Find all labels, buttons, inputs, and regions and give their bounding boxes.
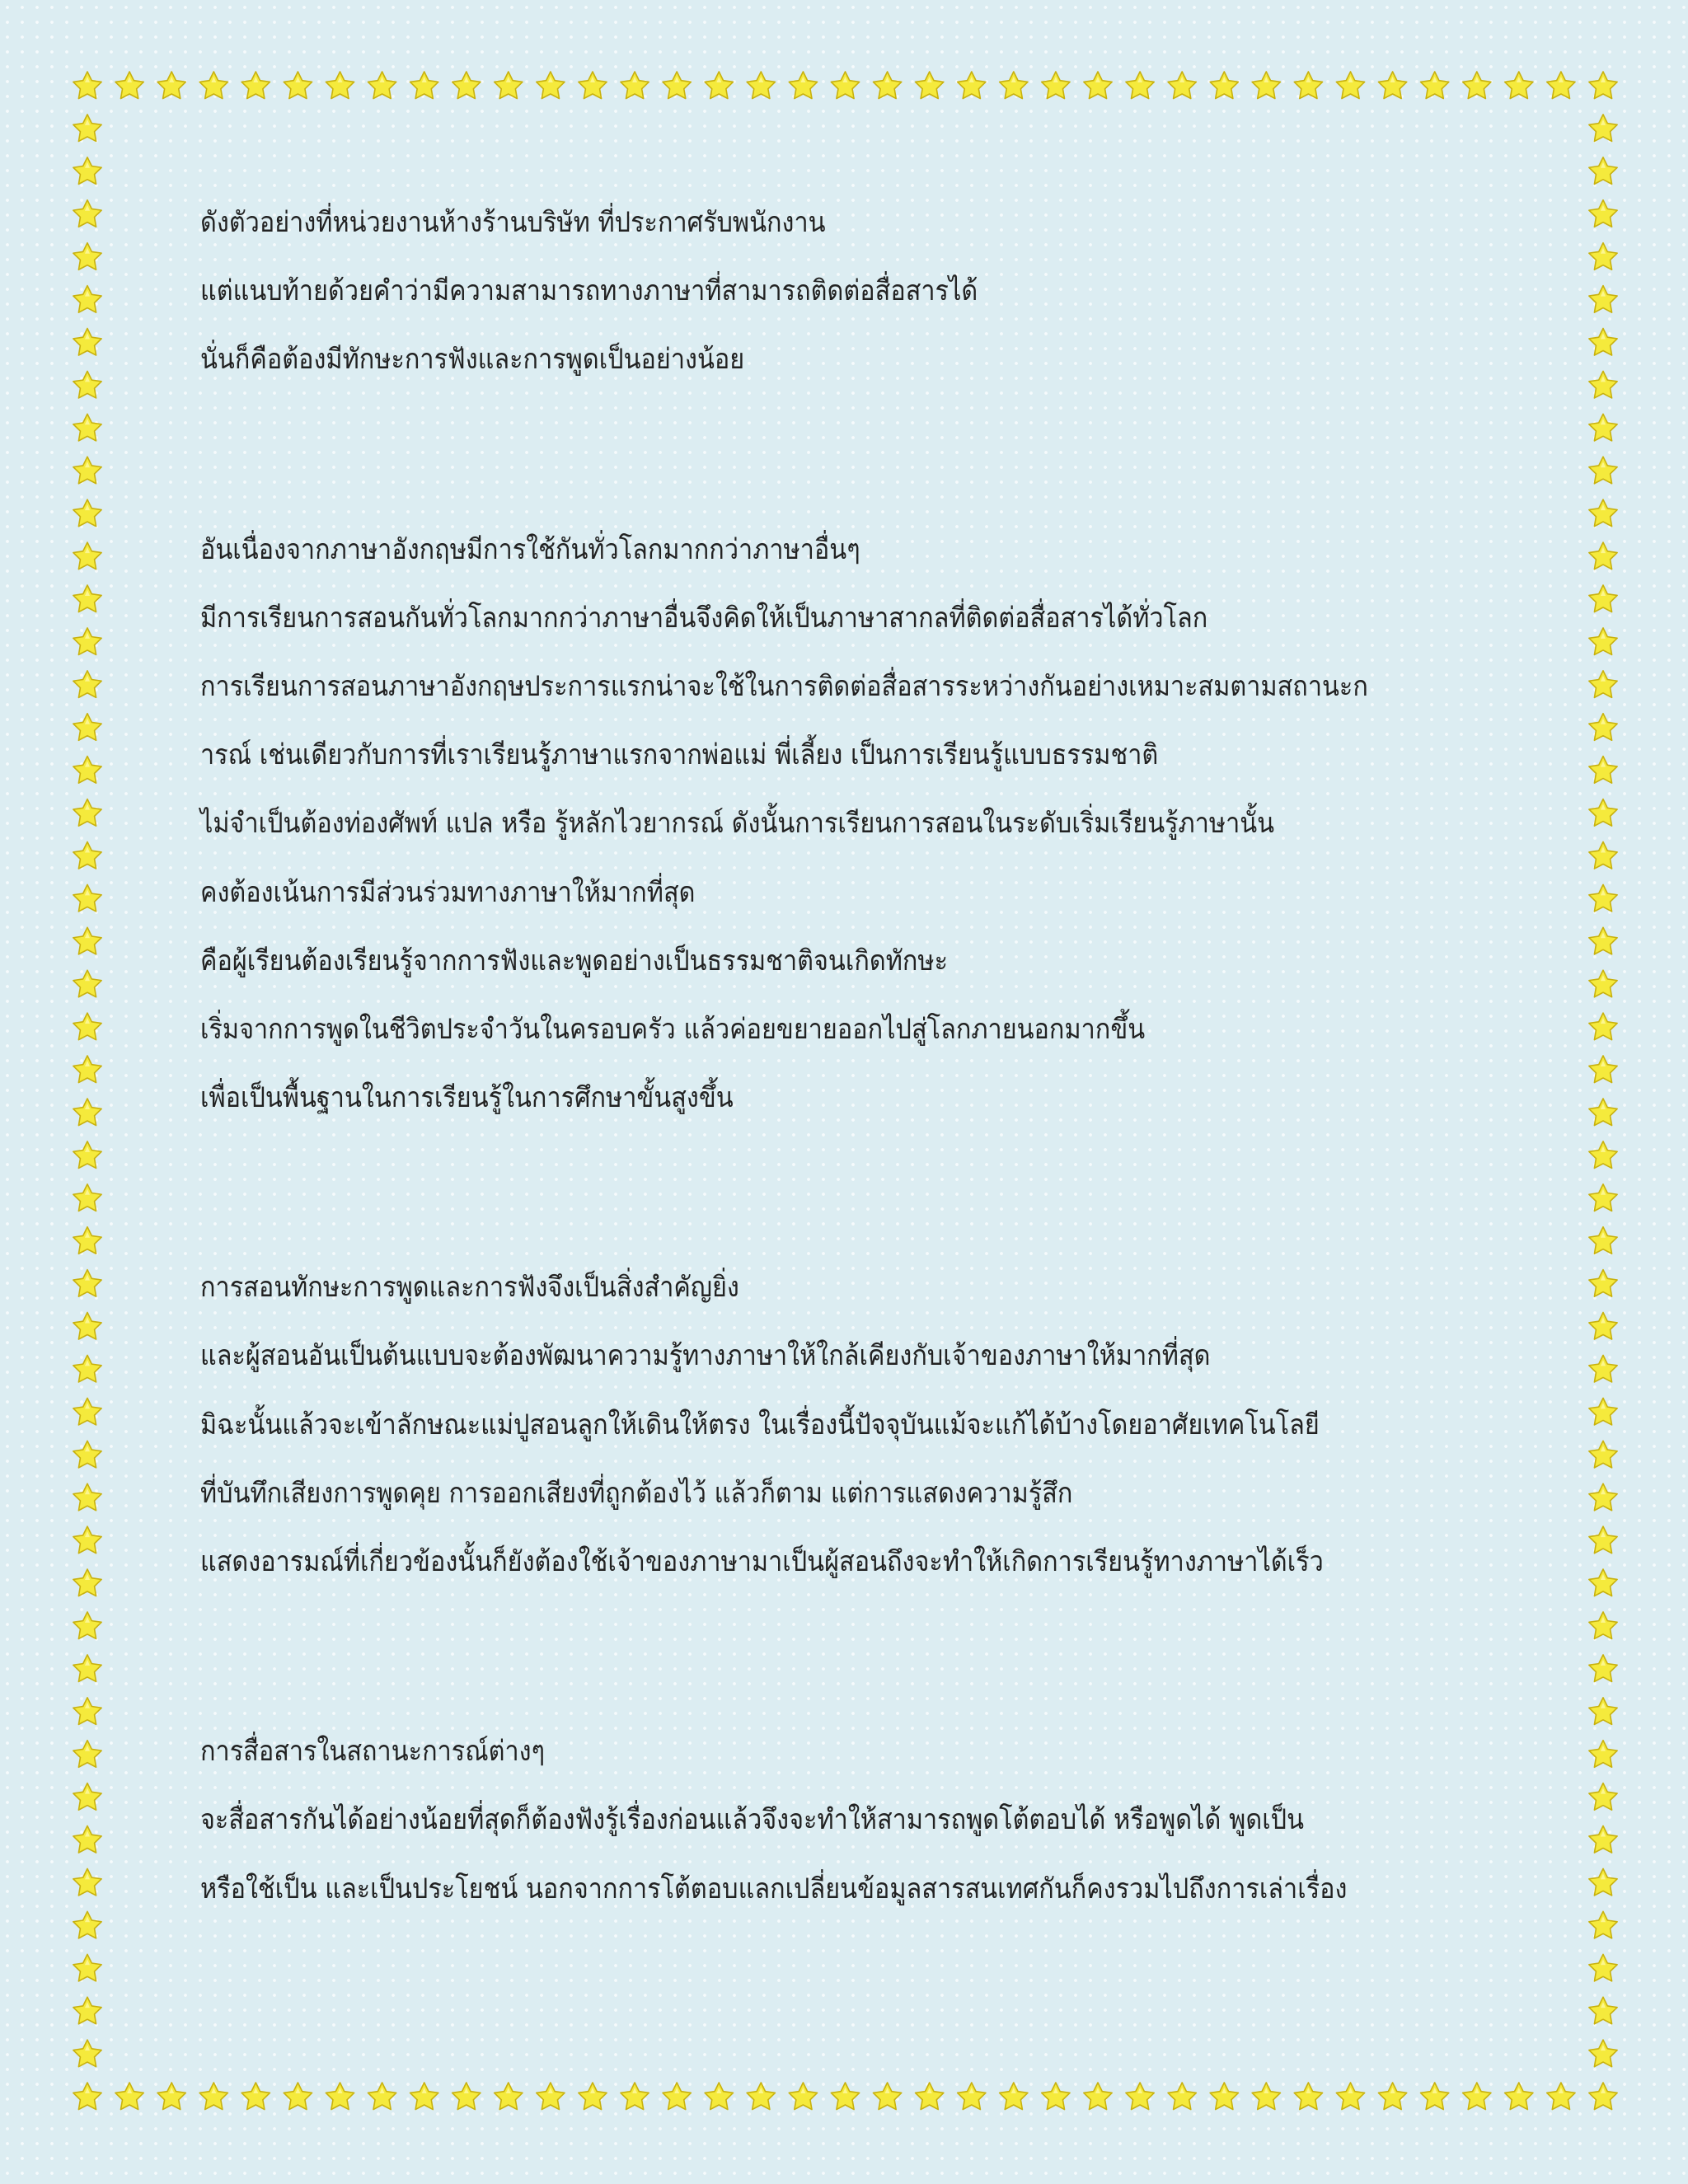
star-icon — [663, 72, 691, 99]
star-icon — [73, 457, 101, 484]
star-icon — [1589, 243, 1617, 270]
star-icon — [73, 1741, 101, 1768]
star-icon — [579, 2083, 607, 2110]
star-icon — [958, 2083, 986, 2110]
star-icon — [1589, 1997, 1617, 2024]
star-icon — [157, 72, 185, 99]
star-icon — [368, 72, 396, 99]
star-icon — [1589, 585, 1617, 612]
star-icon — [1589, 2040, 1617, 2067]
star-icon — [495, 2083, 523, 2110]
text-line: จะสื่อสารกันได้อย่างน้อยที่สุดก็ต้องฟังรู้เรื่องก่อนแล้วจึงจะทำให้สามารถพูดโต้ตอบได้ หรือพูดได้ พูดเป็น — [200, 1803, 1305, 1837]
star-icon — [1589, 1868, 1617, 1896]
star-icon — [326, 2083, 354, 2110]
star-icon — [1589, 542, 1617, 569]
star-icon — [73, 585, 101, 612]
star-icon — [73, 1355, 101, 1382]
text-line: นั่นก็คือต้องมีทักษะการฟังและการพูดเป็นอย่างน้อย — [200, 343, 745, 377]
star-icon — [73, 1954, 101, 1981]
star-icon — [1336, 2083, 1364, 2110]
star-icon — [1505, 72, 1533, 99]
star-icon — [452, 72, 481, 99]
star-icon — [73, 72, 101, 99]
star-icon — [705, 2083, 733, 2110]
star-icon — [1252, 72, 1280, 99]
star-icon — [73, 1398, 101, 1425]
star-icon — [73, 1099, 101, 1126]
paragraph-spacer — [200, 414, 1519, 535]
star-icon — [1589, 2083, 1617, 2110]
star-icon — [326, 72, 354, 99]
star-icon — [1210, 2083, 1238, 2110]
star-icon — [73, 1698, 101, 1725]
star-icon — [73, 927, 101, 954]
star-icon — [1589, 1954, 1617, 1981]
star-icon — [747, 72, 775, 99]
star-icon — [916, 2083, 944, 2110]
star-icon — [1589, 1141, 1617, 1169]
star-icon — [1336, 72, 1364, 99]
star-icon — [115, 72, 143, 99]
text-line: คงต้องเน้นการมีส่วนร่วมทางภาษาให้มากที่สุด — [200, 875, 696, 909]
star-icon — [73, 1441, 101, 1468]
star-icon — [73, 1612, 101, 1639]
star-icon — [284, 2083, 312, 2110]
star-icon — [1463, 72, 1491, 99]
star-icon — [73, 1270, 101, 1297]
star-icon — [1589, 371, 1617, 398]
star-icon — [1589, 1013, 1617, 1040]
text-line: อันเนื่องจากภาษาอังกฤษมีการใช้กันทั่วโลกมากกว่าภาษาอื่นๆ — [200, 532, 860, 566]
star-icon — [73, 1868, 101, 1896]
text-line: การสอนทักษะการพูดและการฟังจึงเป็นสิ่งสำคัญยิ่ง — [200, 1271, 739, 1305]
paragraph — [200, 1736, 1519, 1903]
star-icon — [958, 72, 986, 99]
star-icon — [241, 72, 270, 99]
star-icon — [73, 842, 101, 869]
star-icon — [73, 757, 101, 784]
star-icon — [73, 2040, 101, 2067]
star-icon — [1589, 200, 1617, 227]
star-icon — [1589, 157, 1617, 185]
star-icon — [73, 1526, 101, 1554]
star-icon — [1589, 1783, 1617, 1811]
star-icon — [73, 115, 101, 142]
star-icon — [1589, 1227, 1617, 1254]
star-icon — [73, 1997, 101, 2024]
star-icon — [1421, 2083, 1449, 2110]
star-icon — [1589, 1099, 1617, 1126]
star-icon — [705, 72, 733, 99]
star-icon — [73, 970, 101, 997]
star-icon — [1589, 1184, 1617, 1212]
star-icon — [1084, 2083, 1112, 2110]
star-icon — [73, 1783, 101, 1811]
star-icon — [495, 72, 523, 99]
star-icon — [1589, 1655, 1617, 1682]
star-icon — [73, 286, 101, 313]
star-icon — [284, 72, 312, 99]
star-icon — [1589, 1270, 1617, 1297]
star-icon — [199, 72, 227, 99]
document-body — [200, 208, 1519, 1943]
star-icon — [1126, 2083, 1154, 2110]
star-icon — [73, 329, 101, 356]
star-icon — [1589, 1612, 1617, 1639]
star-icon — [73, 1056, 101, 1083]
text-line: แต่แนบท้ายด้วยคำว่ามีความสามารถทางภาษาที่สามารถติดต่อสื่อสารได้ — [200, 274, 978, 308]
star-icon — [73, 1313, 101, 1340]
star-icon — [1042, 72, 1070, 99]
star-icon — [157, 2083, 185, 2110]
text-line: หรือใช้เป็น และเป็นประโยชน์ นอกจากการโต้ตอบแลกเปลี่ยนข้อมูลสารสนเทศกันก็คงรวมไปถึงการเล่าเรื่อง — [200, 1872, 1348, 1905]
paragraph — [200, 532, 1519, 1115]
star-icon — [873, 2083, 901, 2110]
star-icon — [1589, 1526, 1617, 1554]
star-icon — [1589, 671, 1617, 698]
star-icon — [831, 2083, 859, 2110]
star-icon — [621, 2083, 649, 2110]
star-icon — [1589, 757, 1617, 784]
star-icon — [621, 72, 649, 99]
star-icon — [1589, 1056, 1617, 1083]
star-icon — [663, 2083, 691, 2110]
star-icon — [1084, 72, 1112, 99]
star-icon — [1294, 2083, 1322, 2110]
star-icon — [1589, 72, 1617, 99]
text-line: มิฉะนั้นแล้วจะเข้าลักษณะแม่ปูสอนลูกให้เดินให้ตรง ในเรื่องนี้ปัจจุบันแม้จะแก้ได้บ้างโดยอาศัยเทคโนโลยี — [200, 1408, 1320, 1441]
star-icon — [1547, 2083, 1575, 2110]
star-icon — [73, 628, 101, 655]
star-icon — [73, 542, 101, 569]
star-icon — [1168, 2083, 1196, 2110]
star-icon — [452, 2083, 481, 2110]
text-line: เพื่อเป็นพื้นฐานในการเรียนรู้ในการศึกษาขั้นสูงขึ้น — [200, 1081, 734, 1115]
star-icon — [789, 2083, 817, 2110]
paragraph — [200, 206, 1519, 377]
text-line: การเรียนการสอนภาษาอังกฤษประการแรกน่าจะใช้ในการติดต่อสื่อสารระหว่างกันอย่างเหมาะสมตามสถานะก — [200, 669, 1368, 703]
star-icon — [1421, 72, 1449, 99]
star-icon — [1378, 2083, 1406, 2110]
star-icon — [73, 414, 101, 441]
text-line: การสื่อสารในสถานะการณ์ต่างๆ — [200, 1735, 546, 1769]
text-line: ารณ์ เช่นเดียวกับการที่เราเรียนรู้ภาษาแรกจากพ่อแม่ พี่เลี้ยง เป็นการเรียนรู้แบบธรรมชาติ — [200, 738, 1159, 772]
star-icon — [1589, 842, 1617, 869]
star-icon — [579, 72, 607, 99]
star-icon — [1463, 2083, 1491, 2110]
star-icon — [1589, 884, 1617, 912]
star-icon — [1589, 714, 1617, 741]
star-icon — [1589, 457, 1617, 484]
star-icon — [1000, 2083, 1028, 2110]
star-icon — [73, 243, 101, 270]
paragraph — [200, 1272, 1519, 1577]
star-icon — [1589, 1441, 1617, 1468]
star-icon — [73, 1655, 101, 1682]
star-icon — [73, 1483, 101, 1511]
star-icon — [73, 671, 101, 698]
star-icon — [1505, 2083, 1533, 2110]
star-icon — [410, 72, 438, 99]
star-icon — [1589, 1569, 1617, 1596]
text-line: มีการเรียนการสอนกันทั่วโลกมากกว่าภาษาอื่นจึงคิดให้เป็นภาษาสากลที่ติดต่อสื่อสารได้ทั่วโลก — [200, 601, 1208, 635]
star-icon — [1589, 628, 1617, 655]
star-icon — [1589, 329, 1617, 356]
star-icon — [1589, 1826, 1617, 1854]
star-icon — [73, 799, 101, 827]
star-icon — [73, 1826, 101, 1854]
star-icon — [1589, 1911, 1617, 1938]
text-line: คือผู้เรียนต้องเรียนรู้จากการฟังและพูดอย่างเป็นธรรมชาติจนเกิดทักษะ — [200, 944, 949, 977]
text-line: เริ่มจากการพูดในชีวิตประจำวันในครอบครัว แล้วค่อยขยายออกไปสู่โลกภายนอกมากขึ้น — [200, 1012, 1146, 1046]
star-icon — [1000, 72, 1028, 99]
star-icon — [537, 72, 565, 99]
star-icon — [1589, 286, 1617, 313]
star-icon — [873, 72, 901, 99]
star-icon — [73, 1569, 101, 1596]
star-icon — [1294, 72, 1322, 99]
star-icon — [1589, 115, 1617, 142]
star-icon — [241, 2083, 270, 2110]
star-icon — [1589, 1313, 1617, 1340]
star-icon — [1126, 72, 1154, 99]
star-icon — [1589, 1698, 1617, 1725]
star-icon — [831, 72, 859, 99]
star-icon — [1589, 499, 1617, 527]
star-icon — [1168, 72, 1196, 99]
star-icon — [1547, 72, 1575, 99]
star-icon — [73, 200, 101, 227]
star-icon — [537, 2083, 565, 2110]
star-icon — [73, 499, 101, 527]
star-icon — [916, 72, 944, 99]
star-icon — [73, 157, 101, 185]
text-line: ไม่จำเป็นต้องท่องศัพท์ แปล หรือ รู้หลักไวยากรณ์ ดังนั้นการเรียนการสอนในระดับเริ่มเรียนรู้ภาษานั้น — [200, 807, 1275, 841]
text-line: แสดงอารมณ์ที่เกี่ยวข้องนั้นก็ยังต้องใช้เจ้าของภาษามาเป็นผู้สอนถึงจะทำให้เกิดการเรียนรู้ทางภาษาได้เร็ว — [200, 1545, 1324, 1578]
star-icon — [73, 1911, 101, 1938]
star-icon — [747, 2083, 775, 2110]
paragraph-spacer — [200, 1151, 1519, 1272]
star-icon — [73, 1184, 101, 1212]
star-icon — [73, 2083, 101, 2110]
star-icon — [789, 72, 817, 99]
star-icon — [1589, 927, 1617, 954]
star-icon — [73, 1227, 101, 1254]
star-icon — [73, 884, 101, 912]
star-icon — [73, 714, 101, 741]
star-icon — [1589, 799, 1617, 827]
text-line: และผู้สอนอันเป็นต้นแบบจะต้องพัฒนาความรู้ทางภาษาให้ใกล้เคียงกับเจ้าของภาษาให้มากที่สุด — [200, 1339, 1211, 1373]
text-line: ที่บันทึกเสียงการพูดคุย การออกเสียงที่ถูกต้องไว้ แล้วก็ตาม แต่การแสดงความรู้สึก — [200, 1476, 1073, 1510]
paragraph-spacer — [200, 1615, 1519, 1736]
star-icon — [73, 1141, 101, 1169]
star-icon — [1589, 1355, 1617, 1382]
star-icon — [1589, 1741, 1617, 1768]
star-icon — [410, 2083, 438, 2110]
star-icon — [199, 2083, 227, 2110]
star-icon — [115, 2083, 143, 2110]
star-icon — [1252, 2083, 1280, 2110]
star-icon — [1210, 72, 1238, 99]
star-icon — [1589, 1483, 1617, 1511]
star-icon — [73, 371, 101, 398]
star-icon — [1378, 72, 1406, 99]
text-line: ดังตัวอย่างที่หน่วยงานห้างร้านบริษัท ที่ประกาศรับพนักงาน — [200, 206, 826, 239]
star-icon — [1589, 1398, 1617, 1425]
star-icon — [1589, 414, 1617, 441]
star-icon — [73, 1013, 101, 1040]
star-icon — [368, 2083, 396, 2110]
star-icon — [1589, 970, 1617, 997]
star-icon — [1042, 2083, 1070, 2110]
